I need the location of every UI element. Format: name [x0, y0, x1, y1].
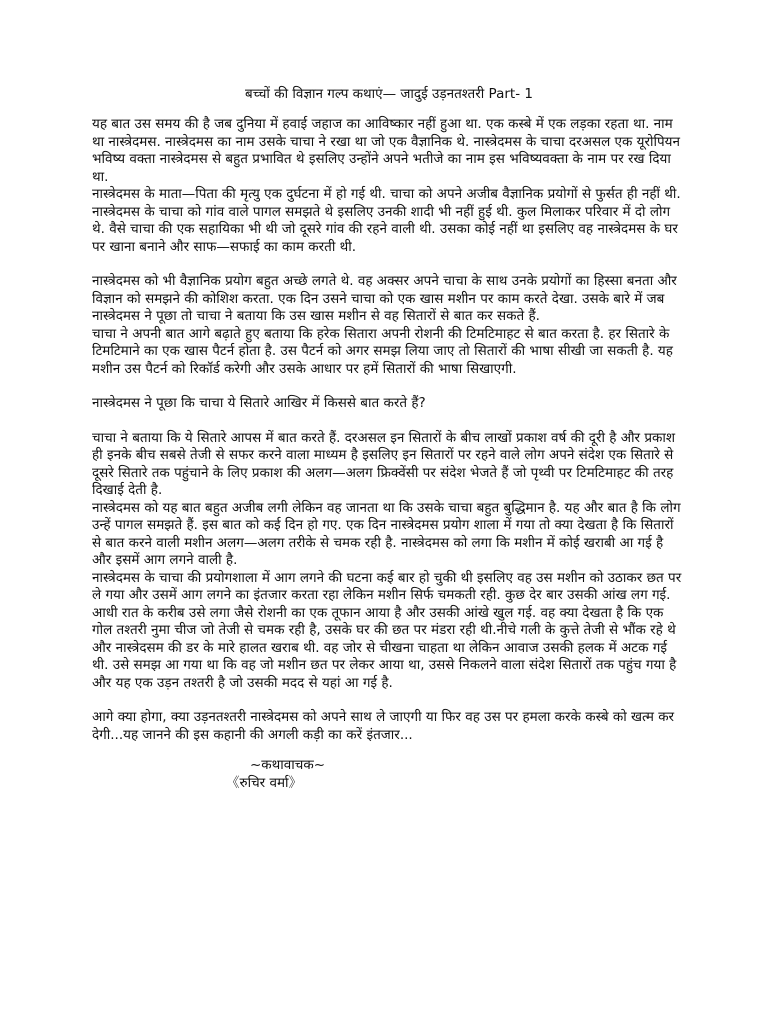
paragraph-1: यह बात उस समय की है जब दुनिया में हवाई जहाज का आविष्कार नहीं हुआ था. एक कस्बे में एक लड़का रहता था. नाम था नास्त्रेदमस. नास्त्रेदमस का नाम उसके चाचा ने रखा था जो एक वैज्ञानिक थे. नास्त्रेदमस के चाचा दरअसल एक यूरोपियन भविष्य वक्ता नास्त्रेदमस से बहुत प्रभावित थे इसलिए उन्होंने अपने भतीजे का नाम इस भविष्यवक्ता के नाम पर रख दिया था.	[92, 116, 680, 185]
paragraph-gap	[92, 413, 686, 430]
paragraph-9: आगे क्या होगा, क्या उड़नतश्तरी नास्त्रेदमस को अपने साथ ले जाएगी या फिर वह उस पर हमला करके कस्बे को खत्म कर देगी...यह जानने की इस कहानी की अगली कड़ी का करें इंतजार...	[92, 709, 675, 743]
paragraph-8: नास्त्रेदमस के चाचा की प्रयोगशाला में आग लगने की घटना कई बार हो चुकी थी इसलिए वह उस मशीन को उठाकर छत पर ले गया और उसमें आग लगने का इंतजार करता रहा लेकिन मशीन सिर्फ चमकती रही. कुछ देर बार उसकी आंख लग गई. आधी रात के करीब उसे लगा जैसे रोशनी का एक तूफान आया है और उसकी आंखे खुल गई. वह क्या देखता है कि एक गोल तश्तरी नुमा चीज जो तेजी से चमक रही है, उसके घर की छत पर मंडरा रही थी.नीचे गली के कुत्ते तेजी से भौंक रहे थे और नास्त्रेदसम की डर के मारे हालत खराब थी. वह जोर से चीखना चाहता था लेकिन आवाज उसकी हलक में अटक गई थी. उसे समझ आ गया था कि वह जो मशीन छत पर लेकर आया था, उससे निकलने वाला संदेश सितारों तक पहुंच गया है और यह एक उड़न तश्तरी है जो उसकी मदद से यहां आ गई है.	[92, 569, 682, 691]
paragraph-2: नास्त्रेदमस के माता—पिता की मृत्यु एक दुर्घटना में हो गई थी. चाचा को अपने अजीब वैज्ञानिक प्रयोगों से फुर्सत ही नहीं थी. नास्त्रेदमस के चाचा को गांव वाले पागल समझते थे इसलिए उनकी शादी भी नहीं हुई थी. कुल मिलाकर परिवार में दो लोग थे. वैसे चाचा की एक सहायिका भी थी जो दूसरे गांव की रहने वाली थी. उसका कोई नहीं था इसलिए वह नास्त्रेदमस के घर पर खाना बनाने और साफ—सफाई का काम करती थी.	[92, 186, 681, 255]
paragraph-6: चाचा ने बताया कि ये सितारे आपस में बात करते हैं. दरअसल इन सितारों के बीच लाखों प्रकाश वर्ष की दूरी है और प्रकाश ही इनके बीच सबसे तेजी से सफर करने वाला माध्यम है इसलिए इन सितारों पर रहने वाले लोग अपने संदेश एक सितारे से दूसरे सितारे तक पहुंचाने के लिए प्रकाश की अलग—अलग फ्रिक्वेंसी पर संदेश भेजते हैं जो पृथ्वी पर टिमटिमाहट की तरह दिखाई देती है.	[92, 429, 676, 498]
paragraph-5: नास्त्रेदमस ने पूछा कि चाचा ये सितारे आखिर में किससे बात करते हैं?	[92, 395, 426, 411]
paragraph-gap	[92, 256, 686, 273]
paragraph-4: चाचा ने अपनी बात आगे बढ़ाते हुए बताया कि हरेक सितारा अपनी रोशनी की टिमटिमाहट से बात करता है. हर सितारे के टिमटिमाने का एक खास पैटर्न होता है. उस पैटर्न को अगर समझ लिया जाए तो सितारों की भाषा सीखी जा सकती है. यह मशीन उस पैटर्न को रिकॉर्ड करेगी और उसके आधार पर हमें सितारों की भाषा सिखाएगी.	[92, 325, 673, 377]
paragraph-gap	[92, 692, 686, 709]
paragraph-gap	[92, 378, 686, 395]
document-page	[92, 84, 686, 792]
document-title: बच्चों की विज्ञान गल्प कथाएं— जादुई उड़नतश्तरी Part- 1	[245, 86, 533, 102]
signature-author: 《रुचिर वर्मा》	[226, 775, 303, 791]
paragraph-3: नास्त्रेदमस को भी वैज्ञानिक प्रयोग बहुत अच्छे लगते थे. वह अक्सर अपने चाचा के साथ उनके प्रयोगों का हिस्सा बनता और विज्ञान को समझने की कोशिश करता. एक दिन उसने चाचा को एक खास मशीन पर काम करते देखा. उसके बारे में जब नास्त्रेदमस ने पूछा तो चाचा ने बताया कि उस खास मशीन से वह सितारों से बात कर सकते हैं.	[92, 273, 677, 324]
signature-role: ~कथावाचक~	[250, 757, 326, 773]
paragraph-7: नास्त्रेदमस को यह बात बहुत अजीब लगी लेकिन वह जानता था कि उसके चाचा बहुत बुद्धिमान है. यह और बात है कि लोग उन्हें पागल समझते हैं. इस बात को कई दिन हो गए. एक दिन नास्त्रेदमस प्रयोग शाला में गया तो क्या देखता है कि सितारों से बात करने वाली मशीन अलग—अलग तरीके से चमक रही है. नास्त्रेदमस को लगा कि मशीन में कोई खराबी आ गई है और इसमें आग लगने वाली है.	[92, 499, 681, 568]
